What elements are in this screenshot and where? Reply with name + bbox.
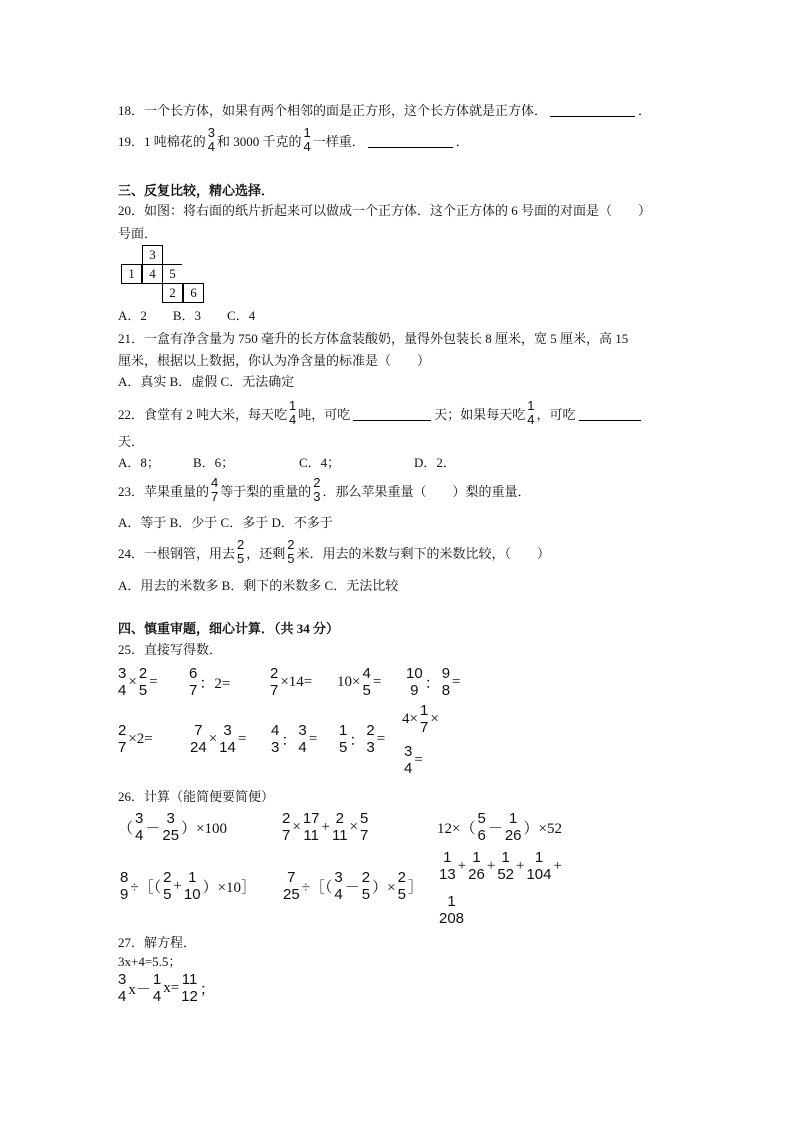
denominator: 52	[497, 866, 514, 883]
fraction	[468, 849, 485, 883]
mental-calc-9	[337, 719, 385, 759]
denominator: 4	[289, 412, 297, 427]
denominator: 13	[439, 866, 456, 883]
numerator: 7	[287, 869, 296, 886]
numerator: 10	[406, 665, 423, 682]
denominator: 5	[163, 886, 172, 903]
fraction	[366, 722, 374, 756]
text: ．那么苹果重量（ ）梨的重量．	[322, 483, 531, 499]
fraction	[162, 810, 179, 844]
numerator: 1	[303, 125, 311, 140]
text: +	[516, 857, 525, 874]
equation-1: 3x+4=5.5；	[118, 953, 182, 969]
text: =	[308, 730, 318, 747]
denominator: 14	[219, 739, 236, 756]
text: 和 3000 千克的	[217, 133, 302, 149]
text: －	[487, 820, 503, 837]
text: +	[321, 818, 330, 835]
numerator: 1	[447, 893, 456, 910]
text: ；	[199, 981, 215, 998]
denominator: 25	[283, 886, 300, 903]
calc-1	[118, 807, 227, 847]
question-24-options: A．用去的米数多 B．剩下的米数多 C．无法比较	[118, 577, 399, 593]
fraction	[362, 869, 370, 903]
fraction	[362, 665, 370, 699]
fraction	[303, 810, 320, 844]
text: ×	[208, 730, 218, 747]
fraction	[282, 810, 290, 844]
numerator: 1	[419, 702, 429, 719]
text: +	[173, 877, 182, 894]
numerator: 11	[181, 971, 198, 988]
fraction	[271, 722, 279, 756]
question-21-line1: 21．一盒有净含量为 750 毫升的长方体盒装酸奶，量得外包装长 8 厘米，宽 5 厘米，高 15	[118, 330, 629, 346]
fraction	[237, 538, 244, 566]
text: 吨，可吃	[298, 406, 351, 422]
denominator: 10	[183, 886, 201, 903]
denominator: 4	[135, 827, 144, 844]
fraction	[118, 665, 126, 699]
mental-calc-10-part2	[402, 740, 423, 780]
fraction	[190, 722, 207, 756]
fraction	[120, 869, 128, 903]
denominator: 4	[298, 739, 307, 756]
denominator: 4	[527, 412, 535, 427]
fraction	[208, 126, 215, 154]
denominator: 26	[504, 827, 522, 844]
fraction	[118, 971, 126, 1005]
question-21-line2: 厘米，根据以上数据，你认为净含量的标准是（ ）	[118, 352, 431, 368]
text: －	[145, 820, 161, 837]
question-22-option-b: B．6；	[193, 455, 235, 470]
numerator: 2	[270, 665, 279, 682]
fraction	[526, 849, 551, 883]
text: ×	[128, 673, 137, 690]
text: 19．1 吨棉花的	[118, 133, 206, 149]
mental-calc-6	[116, 719, 153, 759]
denominator: 208	[439, 910, 465, 927]
text: ）×100	[181, 820, 228, 837]
calc-6-part2	[437, 890, 466, 930]
denominator: 104	[526, 866, 552, 883]
denominator: 4	[118, 988, 127, 1005]
text: =	[372, 673, 382, 690]
fraction	[287, 538, 294, 566]
denominator: 24	[190, 739, 207, 756]
text: 4×	[402, 710, 418, 727]
numerator: 1	[527, 398, 535, 413]
calc-6-part1	[437, 846, 562, 886]
denominator: 4	[334, 886, 343, 903]
numerator: 1	[443, 849, 452, 866]
text: 10×	[337, 673, 361, 690]
fraction	[135, 810, 143, 844]
text: +	[457, 857, 467, 874]
denominator: 4	[118, 682, 127, 699]
denominator: 8	[441, 682, 451, 699]
numerator: 3	[404, 743, 413, 760]
numerator: 8	[120, 869, 129, 886]
denominator: 5	[138, 682, 148, 699]
text: ．	[455, 133, 469, 149]
numerator: 2	[313, 475, 321, 490]
text: 12×（	[437, 820, 476, 837]
denominator: 5	[287, 551, 295, 566]
denominator: 5	[397, 886, 406, 903]
text: +	[486, 857, 496, 874]
denominator: 7	[282, 827, 291, 844]
text: 23．苹果重量的	[118, 483, 210, 499]
text: =	[149, 673, 158, 690]
numerator: 2	[335, 810, 344, 827]
text: ，可吃	[536, 406, 576, 422]
numerator: 2	[287, 537, 295, 552]
fraction	[289, 399, 296, 427]
text: ÷［（	[130, 879, 162, 896]
fraction	[153, 971, 161, 1005]
denominator: 7	[189, 682, 198, 699]
text: ×	[349, 818, 359, 835]
calc-2	[280, 807, 370, 847]
text: ：	[281, 732, 297, 749]
fraction	[283, 869, 300, 903]
fraction	[497, 849, 514, 883]
numerator: 2	[282, 810, 291, 827]
question-20-options: A．2 B．3 C．4	[118, 307, 256, 323]
denominator: 7	[419, 719, 429, 736]
answer-blank[interactable]	[353, 406, 431, 421]
mental-calc-8	[269, 719, 317, 759]
denominator: 4	[404, 760, 413, 777]
fraction	[339, 722, 347, 756]
question-22-option-a: A．8；	[118, 455, 160, 470]
question-22-option-d: D．2．	[414, 455, 456, 470]
numerator: 1	[339, 722, 348, 739]
question-18	[118, 93, 651, 125]
section-3-heading: 三、反复比较，精心选择．	[118, 182, 275, 198]
net-cell-3: 3	[142, 245, 163, 265]
mental-calc-7	[188, 719, 246, 759]
cube-net-diagram	[121, 245, 205, 303]
fraction	[270, 665, 278, 699]
text: ．	[638, 102, 652, 118]
numerator: 3	[118, 971, 127, 988]
fraction	[189, 665, 197, 699]
equation-2	[116, 968, 215, 1008]
numerator: 1	[501, 849, 510, 866]
text: ）×52	[523, 820, 562, 837]
question-22-line2: 天．	[118, 433, 145, 449]
numerator: 17	[302, 810, 320, 827]
text: ：2=	[199, 675, 231, 692]
fraction	[139, 665, 147, 699]
answer-blank[interactable]	[368, 133, 453, 148]
text: 等于梨的重量的	[220, 483, 312, 499]
text: 天；如果每天吃	[434, 406, 526, 422]
denominator: 3	[271, 739, 280, 756]
fraction	[420, 702, 428, 736]
fraction	[442, 665, 450, 699]
numerator: 2	[361, 869, 371, 886]
numerator: 3	[334, 869, 343, 886]
numerator: 4	[362, 665, 371, 682]
text: ，还剩	[246, 545, 286, 561]
numerator: 3	[298, 722, 307, 739]
denominator: 5	[362, 682, 371, 699]
text: ）×10］	[202, 879, 257, 896]
text: =	[376, 730, 386, 747]
fraction	[527, 399, 534, 427]
question-21-options: A．真实 B．虚假 C．无法确定	[118, 373, 295, 389]
denominator: 7	[211, 489, 219, 504]
numerator: 4	[271, 722, 280, 739]
numerator: 1	[289, 398, 297, 413]
numerator: 2	[237, 537, 245, 552]
denominator: 4	[152, 988, 162, 1005]
denominator: 5	[361, 886, 371, 903]
calc-3	[437, 807, 562, 847]
fraction	[181, 971, 198, 1005]
text: －	[344, 879, 360, 896]
fraction	[360, 810, 368, 844]
net-cell-6: 6	[183, 283, 204, 303]
text: ）×	[372, 879, 396, 896]
fraction	[118, 722, 126, 756]
denominator: 4	[207, 139, 215, 154]
fraction	[505, 810, 522, 844]
calc-4	[118, 866, 256, 906]
question-24	[118, 536, 550, 568]
numerator: 2	[138, 665, 148, 682]
fraction	[439, 893, 464, 927]
denominator: 11	[303, 827, 319, 844]
text: ×14=	[280, 673, 313, 690]
numerator: 1	[509, 810, 518, 827]
text: （	[118, 820, 134, 837]
denominator: 25	[162, 827, 180, 844]
numerator: 1	[152, 971, 162, 988]
text: ：	[349, 732, 365, 749]
numerator: 4	[211, 475, 219, 490]
mental-calc-3	[268, 662, 312, 702]
question-20-line2: 号面．	[118, 225, 158, 241]
text: =	[452, 673, 461, 690]
denominator: 9	[120, 886, 129, 903]
fraction	[332, 810, 348, 844]
text: ÷［（	[301, 879, 333, 896]
numerator: 7	[194, 722, 203, 739]
net-cell-2: 2	[162, 283, 183, 303]
net-cell-1: 1	[121, 264, 142, 284]
text: ：	[424, 675, 440, 692]
denominator: 6	[477, 827, 486, 844]
text: =	[414, 751, 423, 768]
question-25-title: 25．直接写得数．	[118, 641, 223, 657]
denominator: 3	[313, 489, 321, 504]
text: 24．一根钢管，用去	[118, 545, 236, 561]
mental-calc-5	[404, 662, 461, 702]
denominator: 11	[331, 827, 348, 844]
fraction	[406, 665, 423, 699]
fraction	[334, 869, 342, 903]
text: x=	[163, 979, 180, 996]
fraction	[163, 869, 171, 903]
question-22	[118, 397, 644, 429]
numerator: 2	[397, 869, 406, 886]
denominator: 12	[181, 988, 198, 1005]
numerator: 3	[166, 810, 175, 827]
numerator: 2	[163, 869, 172, 886]
mental-calc-2	[187, 662, 230, 702]
fraction	[313, 476, 320, 504]
numerator: 2	[118, 722, 127, 739]
numerator: 1	[534, 849, 544, 866]
text: 一样重．	[312, 133, 365, 149]
fraction	[304, 126, 311, 154]
denominator: 7	[360, 827, 369, 844]
text: ］	[407, 879, 423, 896]
fraction	[439, 849, 456, 883]
section-4-heading: 四、慎重审题，细心计算．（共 34 分）	[118, 620, 340, 636]
numerator: 1	[472, 849, 481, 866]
mental-calc-4	[337, 662, 381, 702]
text: +	[553, 857, 562, 874]
denominator: 5	[339, 739, 348, 756]
denominator: 9	[410, 682, 419, 699]
numerator: 3	[135, 810, 144, 827]
net-cell-4: 4	[142, 264, 163, 284]
numerator: 5	[360, 810, 369, 827]
fraction	[219, 722, 236, 756]
text: ×	[430, 710, 439, 727]
question-23-options: A．等于 B．少于 C．多于 D．不多于	[118, 514, 333, 530]
answer-blank[interactable]	[579, 406, 641, 421]
fraction	[211, 476, 218, 504]
fraction	[404, 743, 412, 777]
numerator: 1	[188, 869, 197, 886]
text: x－	[128, 981, 151, 998]
question-19	[118, 124, 469, 156]
fraction	[477, 810, 485, 844]
question-27-title: 27．解方程．	[118, 934, 197, 950]
numerator: 3	[207, 125, 215, 140]
mental-calc-10-part1	[402, 699, 439, 739]
numerator: 2	[366, 722, 375, 739]
calc-5	[281, 866, 423, 906]
question-23	[118, 474, 531, 506]
numerator: 6	[189, 665, 198, 682]
denominator: 5	[237, 551, 245, 566]
text: 米．用去的米数与剩下的米数比较，（ ）	[296, 545, 551, 561]
denominator: 7	[118, 739, 127, 756]
numerator: 3	[223, 722, 232, 739]
denominator: 4	[303, 139, 311, 154]
numerator: 3	[118, 665, 127, 682]
denominator: 7	[270, 682, 279, 699]
fraction	[184, 869, 201, 903]
text: ×2=	[128, 730, 153, 747]
text: 22．食堂有 2 吨大米，每天吃	[118, 406, 288, 422]
numerator: 5	[477, 810, 486, 827]
mental-calc-1	[116, 662, 158, 702]
question-20-line1: 20．如图：将右面的纸片折起来可以做成一个正方体．这个正方体的 6 号面的对面是（ ）	[118, 202, 652, 218]
answer-blank[interactable]	[550, 102, 635, 117]
question-26-title: 26．计算（能简便要简便）	[118, 788, 275, 804]
denominator: 3	[366, 739, 375, 756]
text: ×	[292, 818, 301, 835]
text: 18．一个长方体，如果有两个相邻的面是正方形，这个长方体就是正方体．	[118, 102, 548, 118]
fraction	[298, 722, 306, 756]
question-22-option-c: C．4；	[299, 455, 341, 470]
fraction	[398, 869, 406, 903]
text: =	[237, 730, 247, 747]
denominator: 26	[468, 866, 485, 883]
net-cell-5: 5	[162, 264, 182, 284]
numerator: 9	[441, 665, 451, 682]
